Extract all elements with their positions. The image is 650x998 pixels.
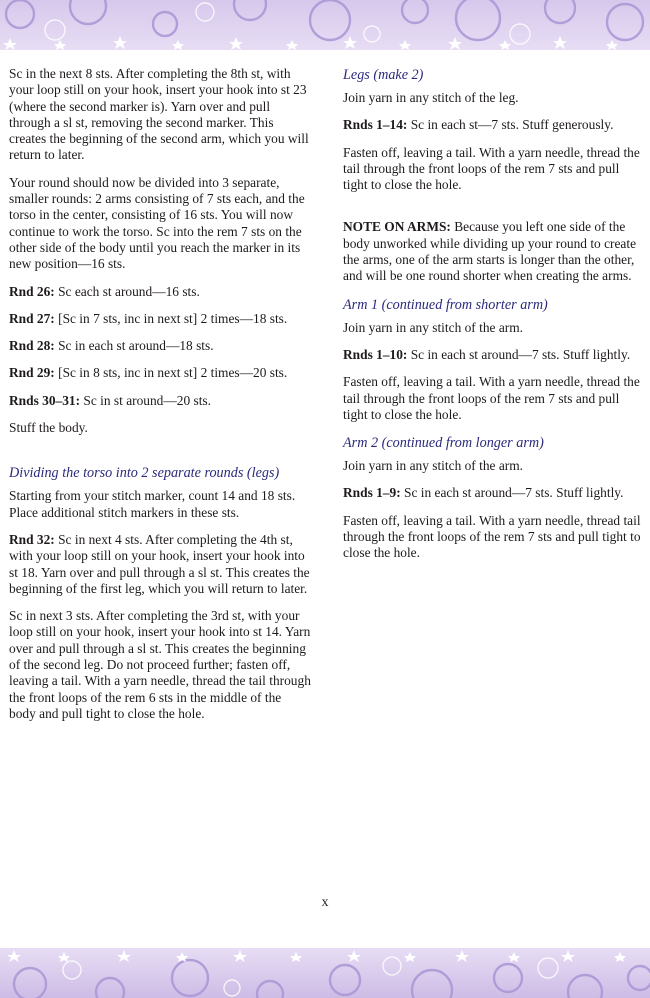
instruction-rnd-28 bbox=[9, 338, 311, 354]
instruction-rnd-32 bbox=[9, 532, 311, 597]
paragraph-second-leg: Sc in next 3 sts. After completing the 3rd st, with your loop still on your hook, insert your hook into st 14. Yarn over and pull through a sl st. This creates the beginning of the second leg. Do not proceed further; fasten off, leaving a tail. With a yarn needle, thread the tail through the front loops of the rem 6 sts in the middle of the body and pull tight to close the hole. bbox=[9, 608, 311, 721]
paragraph-arm1-fasten: Fasten off, leaving a tail. With a yarn needle, thread the tail through the front loops of the rem 7 sts and pull tight to close the hole. bbox=[343, 374, 640, 422]
heading-arm-1: Arm 1 (continued from shorter arm) bbox=[343, 296, 548, 313]
round-text: Sc in each st—7 sts. Stuff generously. bbox=[407, 117, 614, 133]
note-text: Because you left one side of the body unworked while dividing up your round to create the arms, one of the arm starts is longer than the other, and will be one round shorter when creating the arms. bbox=[343, 219, 637, 284]
paragraph-legs-join: Join yarn in any stitch of the leg. bbox=[343, 90, 519, 105]
paragraph-round-divided: Your round should now be divided into 3 separate, smaller rounds: 2 arms consisting of 7 sts each, and the torso in the center, consisting of 16 sts. You will now continue to work the torso. Sc into the rem 7 sts on the other side of the body until you reach the marker in its new position—16 sts. bbox=[9, 174, 305, 272]
bottom-decorative-band bbox=[0, 948, 650, 998]
round-label: Rnd 32: bbox=[9, 531, 55, 547]
paragraph-second-arm: Sc in the next 8 sts. After completing the 8th st, with your loop still on your hook, insert your hook into st 23 (where the second marker is). Yarn over and pull through a sl st, removing the second marker. This creates the beginning of the second arm, which you will return to later. bbox=[9, 66, 309, 163]
round-text: [Sc in 7 sts, inc in next st] 2 times—18 sts. bbox=[54, 310, 288, 326]
round-text: Sc in next 4 sts. After completing the 4th st, with your loop still on your hook, insert your hook into st 18. Yarn over and pull through a sl st. This creates the beginning of the first leg, which you will return to later. bbox=[9, 531, 310, 596]
round-text: Sc in each st around—7 sts. Stuff lightly. bbox=[400, 485, 624, 501]
paragraph-arm2-join: Join yarn in any stitch of the arm. bbox=[343, 458, 523, 474]
stars-and-circles-border-icon bbox=[0, 0, 650, 50]
round-text: Sc each st around—16 sts. bbox=[54, 283, 200, 299]
instruction-arm1-rnds bbox=[343, 347, 643, 363]
paragraph-place-markers: Starting from your stitch marker, count 14 and 18 sts. Place additional stitch markers in these sts. bbox=[9, 488, 296, 520]
paragraph-stuff-body: Stuff the body. bbox=[9, 420, 88, 436]
heading-dividing-torso: Dividing the torso into 2 separate rounds (legs) bbox=[9, 465, 280, 482]
heading-legs: Legs (make 2) bbox=[343, 67, 424, 83]
instruction-arm2-rnds bbox=[343, 485, 643, 501]
paragraph-arm2-fasten: Fasten off, leaving a tail. With a yarn needle, thread tail through the front loops of the rem 7 sts and pull tight to close the hole. bbox=[343, 512, 641, 561]
note-on-arms bbox=[343, 219, 643, 284]
instruction-rnds-30-31 bbox=[9, 393, 311, 409]
round-label: Rnd 27: bbox=[9, 310, 55, 326]
heading-arm-2: Arm 2 (continued from longer arm) bbox=[343, 435, 544, 452]
note-label: NOTE ON ARMS: bbox=[343, 219, 451, 235]
instruction-legs-rnds bbox=[343, 117, 643, 133]
round-label: Rnd 28: bbox=[9, 338, 55, 354]
round-label: Rnds 1–10: bbox=[343, 346, 408, 362]
right-column bbox=[343, 66, 643, 573]
round-text: Sc in each st around—18 sts. bbox=[54, 338, 214, 354]
stars-and-circles-border-icon bbox=[0, 948, 650, 998]
page-number: x bbox=[321, 895, 329, 910]
left-column bbox=[9, 66, 311, 733]
paragraph-legs-fasten: Fasten off, leaving a tail. With a yarn needle, thread the tail through the front loops of the rem 7 sts and pull tight to close the hole. bbox=[343, 144, 640, 193]
paragraph-arm1-join: Join yarn in any stitch of the arm. bbox=[343, 319, 523, 335]
instruction-rnd-26 bbox=[9, 284, 311, 300]
round-label: Rnds 30–31: bbox=[9, 392, 81, 408]
top-decorative-band bbox=[0, 0, 650, 50]
round-label: Rnd 29: bbox=[9, 365, 55, 381]
round-text: [Sc in 8 sts, inc in next st] 2 times—20 sts. bbox=[54, 365, 288, 381]
instruction-rnd-29 bbox=[9, 365, 311, 381]
instruction-rnd-27 bbox=[9, 311, 311, 327]
round-label: Rnds 1–9: bbox=[343, 485, 401, 501]
round-text: Sc in st around—20 sts. bbox=[80, 392, 211, 408]
round-label: Rnd 26: bbox=[9, 283, 55, 299]
round-text: Sc in each st around—7 sts. Stuff lightly. bbox=[407, 346, 631, 362]
round-label: Rnds 1–14: bbox=[343, 117, 408, 133]
